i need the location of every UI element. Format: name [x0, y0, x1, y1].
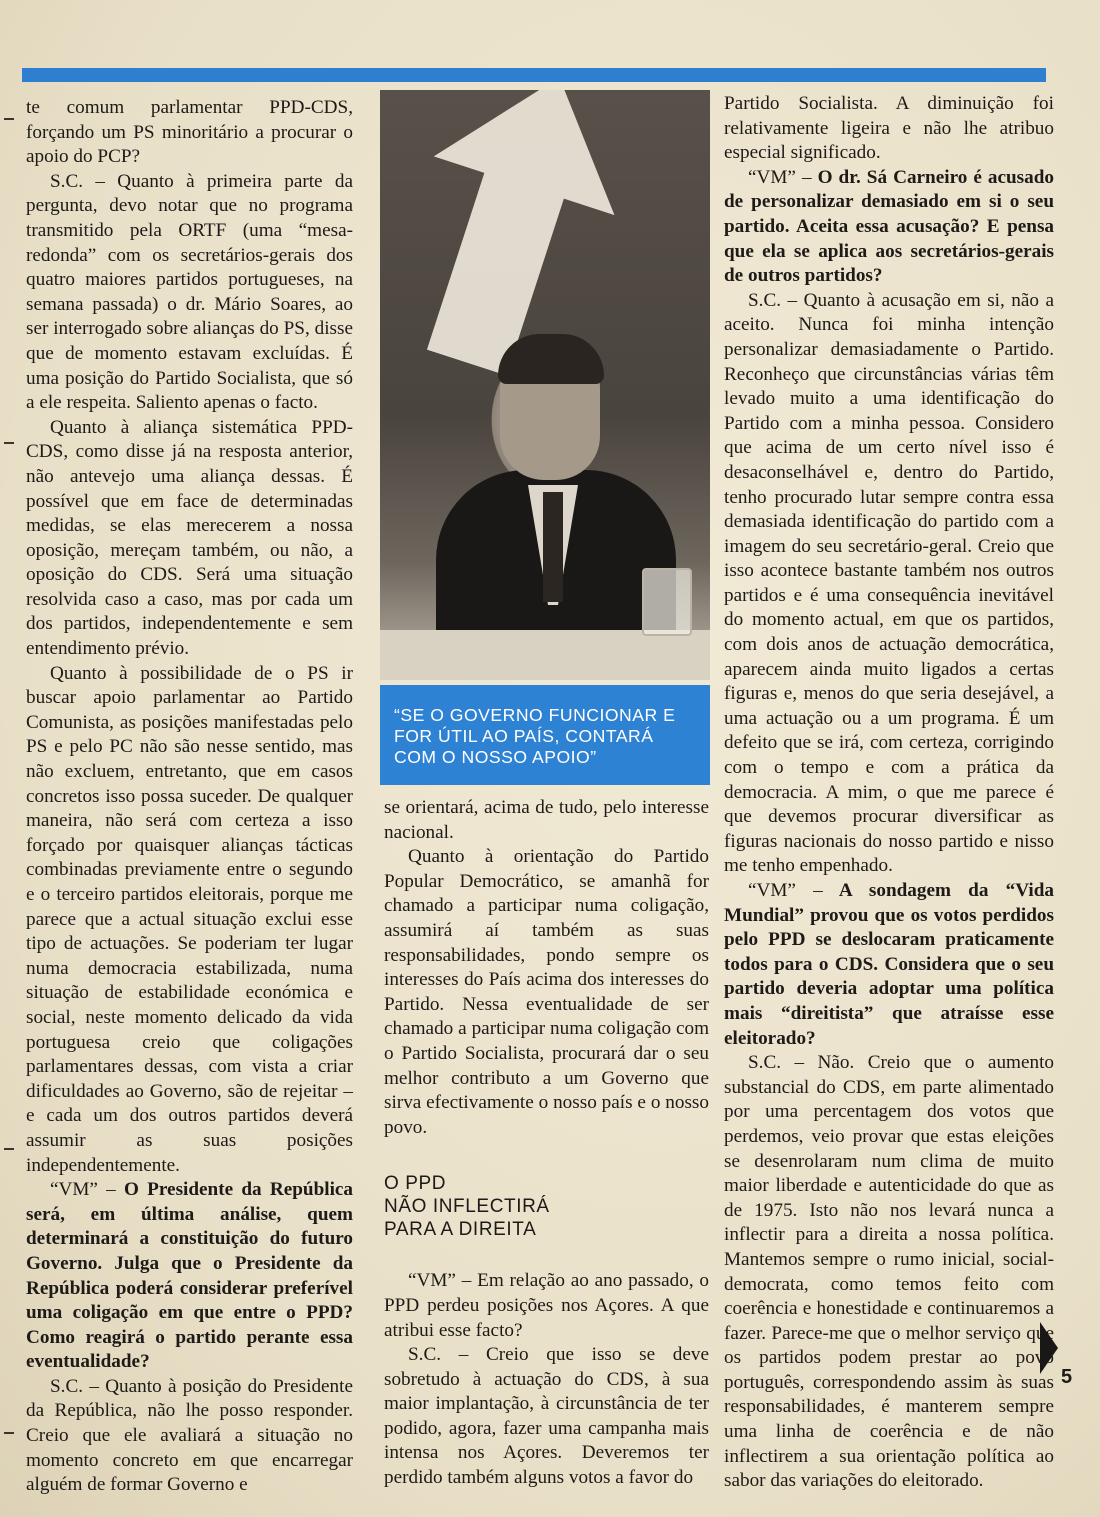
- pull-quote-line: “SE O GOVERNO FUNCIONAR E: [394, 705, 676, 725]
- pull-quote-line: FOR ÚTIL AO PAÍS, CONTARÁ: [394, 726, 654, 746]
- question-text: O Presidente da República será, em última análise, quem determinará a constituição do futuro Governo. Julga que o Presidente da República poderá considerar preferível uma coligação em que entre o PPD? Como reagirá o partido perante essa eventualidade?: [26, 1179, 354, 1373]
- interview-question: [724, 166, 1054, 289]
- article-column-2: [384, 796, 709, 1491]
- portrait-hair: [498, 334, 604, 384]
- margin-mark: [4, 1432, 14, 1434]
- pull-quote: [380, 685, 710, 785]
- interview-question: “VM” – Em relação ao ano passado, o PPD perdeu posições nos Açores. A que atribui esse facto?: [384, 1270, 709, 1341]
- paragraph: se orientará, acima de tudo, pelo interesse nacional.: [384, 797, 709, 843]
- paragraph: Quanto à orientação do Partido Popular Democrático, se amanhã for chamado a participar numa coligação, assumirá aí também as suas responsabilidades, pondo sempre os interesses do País acima dos interesses do Partido. Nessa eventualidade de ser chamado a participar numa coligação com o Partido Socialista, procurará dar o seu melhor contributo a um Governo que sirva efectivamente o nosso país e o nosso povo.: [384, 846, 709, 1138]
- margin-mark: [4, 1148, 14, 1150]
- header-color-bar: [22, 68, 1046, 82]
- question-marker: “VM” –: [50, 1179, 116, 1201]
- paragraph: S.C. – Quanto à posição do Presidente da República, não lhe posso responder. Creio que ele avaliará a situação no momento concreto em que encarregar alguém de formar Governo e: [26, 1375, 353, 1496]
- interview-question: [26, 1178, 353, 1375]
- subheading-line: NÃO INFLECTIRÁ: [384, 1196, 550, 1218]
- continue-arrow-icon: [1040, 1322, 1058, 1374]
- article-column-1: [26, 96, 353, 1498]
- question-marker: “VM” –: [748, 880, 823, 901]
- paragraph: S.C. – Creio que isso se deve sobretudo à actuação do CDS, à sua maior implantação, à circunstância de ter podido, agora, fazer uma campanha mais intensa nos Açores. Deveremos ter perdido também alguns votos a favor do: [384, 1344, 709, 1489]
- subheading-line: O PPD: [384, 1173, 447, 1195]
- margin-mark: [4, 442, 14, 444]
- paragraph: S.C. – Não. Creio que o aumento substancial do CDS, em parte alimentado por uma percentagem dos votos que perdemos, veio provar que estas eleições se desenrolaram num clima de muito maior liberdade e autenticidade do que as de 1975. Isto não nos levará nunca a inflectir para a direita a nossa política. Mantemos sempre o rumo inicial, social-democrata, como temos feito com coerência e honestidade e continuaremos a fazer. Parece-me que o melhor serviço que os partidos podem prestar ao povo português, correspondendo assim às suas responsabilidades, é manterem sempre uma linha de coerência e de não inflectirem a sua orientação política ao sabor das variações do eleitorado.: [724, 1052, 1054, 1492]
- paragraph: te comum parlamentar PPD-CDS, forçando um PS minoritário a procurar o apoio do PCP?: [26, 97, 353, 168]
- article-column-3: [724, 92, 1054, 1494]
- paragraph: Quanto à possibilidade de o PS ir buscar apoio parlamentar ao Partido Comunista, as posições manifestadas pelo PS e pelo PC não são nesse sentido, mas não excluem, entretanto, que em casos concretos isso possa suceder. De qualquer maneira, não será com certeza a isso forçado por quaisquer alianças tácticas combinadas previamente entre o segundo e o terceiro partidos eleitorais, porque me parece que a actual situação exclui esse tipo de actuações. Se poderiam ter lugar numa democracia estabilizada, numa situação de estabilidade económica e social, neste momento delicado da vida portuguesa creio que coligações parlamentares dessas, com vista a criar dificuldades ao Governo, são de rejeitar – e cada um dos outros partidos deverá assumir as suas posições independentemente.: [26, 662, 353, 1176]
- subheading-line: PARA A DIREITA: [384, 1219, 537, 1241]
- water-glass: [642, 568, 692, 636]
- paragraph: Quanto à aliança sistemática PPD-CDS, como disse já na resposta anterior, não antevejo uma aliança dessas. É possível que em face de determinadas medidas, se elas merecerem a nossa oposição, mereçam também, ou não, a oposição do CDS. Será uma situação resolvida caso a caso, mas por cada um dos partidos, independentemente e sem entendimento prévio.: [26, 416, 353, 660]
- question-text: O dr. Sá Carneiro é acusado de personalizar demasiado em si o seu partido. Aceita essa acusação? E pensa que ela se aplica aos secretários-gerais de outros partidos?: [724, 166, 1055, 287]
- paragraph: S.C. – Quanto à primeira parte da pergunta, devo notar que no programa transmitido pela ORTF (uma “mesa-redonda” com os secretários-gerais dos quatro maiores partidos portugueses, na semana passada) o dr. Mário Soares, ao ser interrogado sobre alianças do PS, disse que de momento estavam excluídas. É uma posição do Partido Socialista, que só a ele respeita. Saliento apenas o facto.: [26, 170, 353, 414]
- section-subheading: [384, 1172, 709, 1241]
- question-text: A sondagem da “Vida Mundial” provou que os votos perdidos pelo PPD se deslocaram praticamente todos para o CDS. Considera que o seu partido deveria adoptar uma política mais “direitista” que atraísse esse eleitorado?: [724, 880, 1054, 1049]
- desk: [380, 630, 710, 680]
- page-number: 5: [1061, 1366, 1073, 1388]
- interview-question: [724, 879, 1054, 1051]
- pull-quote-line: COM O NOSSO APOIO”: [394, 747, 597, 767]
- interview-photo: [380, 90, 710, 680]
- question-marker: “VM” –: [748, 166, 812, 188]
- paragraph: Partido Socialista. A diminuição foi relativamente ligeira e não lhe atribuo especial significado.: [724, 93, 1054, 164]
- margin-mark: [4, 118, 14, 120]
- paragraph: S.C. – Quanto à acusação em si, não a aceito. Nunca foi minha intenção personalizar demasiadamente o Partido. Reconheço que circunstâncias várias têm levado muito a uma identificação do Partido com a minha pessoa. Considero que acima de um certo nível isso é desaconselhável e, dentro do Partido, tenho procurado lutar sempre contra essa demasiada identificação do partido com a imagem do seu secretário-geral. Creio que isso acontece bastante também nos outros partidos e é uma consequência inevitável do momento actual, em que os partidos, com dois anos de actuação democrática, aparecem ainda muito ligados a certas figuras e, menos do que seria desejável, a uma actuação ou a um programa. É um defeito que se irá, com certeza, corrigindo com o tempo e com a prática da democracia. A mim, o que me parece é que devemos procurar diversificar as figuras nacionais do nosso partido e nisso me tenho empenhado.: [724, 289, 1054, 877]
- portrait-tie: [543, 492, 563, 602]
